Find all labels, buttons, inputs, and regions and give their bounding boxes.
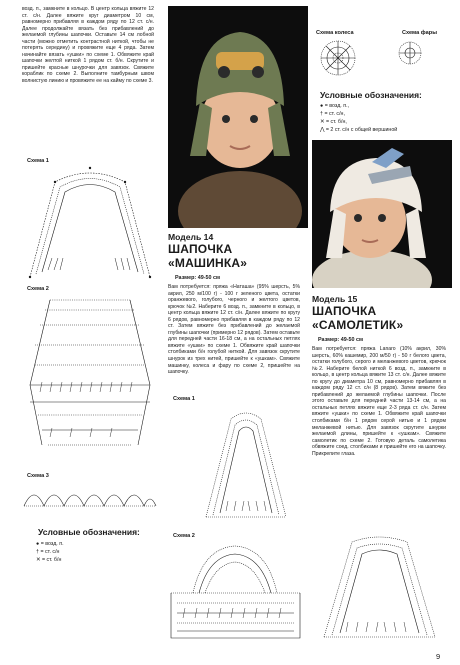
schema2-label-mid: Схема 2 (173, 533, 195, 539)
schema1-right-diagram (312, 532, 447, 642)
chain-stitch-icon: ● (36, 541, 40, 547)
model14-text: Вам потребуется: пряжа «Наташа» (95% шерсть, 5% акрил, 250 м/100 г) - 100 г зеленого цвета, остатки оранжевого, голубого, черного и желтого цветов, крючок №2. Наберите 6 возд. п., замкните в кольцо, в центр кольца вяжите 12 ст. с/н. Далее вяжите по кругу 6 рядов, равномерно прибавляя в каждом ряду по 12 ст. Затем вяжите без прибавлений до желаемой глубины шапочки (примерно 12 рядов). Затем оставьте для передней части 16-18 см, а на остальных петлях вяжите «ушки» по схеме 1. Обвяжите край шапочки столбиками б/н голубой ниткой. Для завязок скрутите шнурок из трех нитей, пришейте к «ушкам». Свяжите машинку, колеса и фару по схеме 2, пришейте на шапочку. (168, 284, 300, 376)
single-crochet-icon: ✕ (320, 119, 325, 125)
model15-title-line2: «САМОЛЕТИК» (312, 318, 404, 332)
schema1-label-left: Схема 1 (27, 158, 49, 164)
single-crochet-icon: ✕ (36, 557, 41, 563)
photo-model14-baby (168, 6, 308, 228)
model15-text: Вам потребуется: пряжа Lanaro (10% акрил, 30% шерсть, 60% кашемир, 200 м/50 г) - 50 г белого цвета, остатки голубого, серого и меланжевого цветов, крючок №2. Наберите белой ниткой 6 возд. п., замкните в кольцо, в центр кольца вяжите 13 ст. с/н. Далее вяжите по кругу до диаметра 10 см, равномерно прибавляя в каждом ряду 12 ст. с/н (8 рядов). Затем вяжите без прибавлений до желаемой глубины шапочки. После этого оставьте для передней части 13-14 см, а на остальных петлях вяжите еще 2-3 ряда ст. с/н. Затем вяжите «ушки» по схеме 1. Обвяжите край шапочки столбиками б/н 1 рядом серой нитью и 1 рядом меланжевой нитью. Для завязок скрутите шнурки желаемой длины, пришейте к «ушкам». Свяжите самолетик по схеме 2. Готовую деталь самолетика обвяжите соед. столбиками и пришейте его на шапочку. Прикрепите глаза. (312, 346, 446, 457)
chain-stitch-icon: ● (320, 103, 324, 109)
model15-size: Размер: 49-50 см (318, 337, 363, 343)
legend-left-item-dc: † = ст. с/н (36, 549, 60, 555)
schema3-left-diagram (20, 480, 160, 512)
page-number: 9 (436, 652, 441, 661)
schema1-mid-diagram (196, 405, 296, 523)
schema3-label-left: Схема 3 (27, 473, 49, 479)
schema1-label-mid: Схема 1 (173, 396, 195, 402)
model14-title-line1: ШАПОЧКА (168, 242, 233, 256)
double-crochet-icon: † (36, 549, 39, 555)
model14-size: Размер: 49-50 см (175, 275, 220, 281)
cluster-stitch-icon: ⋀ (320, 127, 325, 133)
schema-wheel-label: Схема колеса (316, 30, 354, 36)
intro-text: возд. п., замкните в кольцо. В центр кольца вяжите 12 ст. с/н. Далее вяжите круг диаметром 10 см, равномерно прибавляя в каждом ряду по 12 ст. с/н. Далее продолжайте вязать без прибавлений до желаемой глубины шапочки. Оставьте 14 см лобной части (можно отметить контрастной ниткой, чтобы не потерять середину) и провяжите еще 4 ряда. Затем начинайте вязать «ушки» по схеме 1. Обвяжите край шапочки желтой ниткой 1 рядом ст. б/н. Скрутите и пришейте красные шнурочки для завязок. Свяжите кораблик по схеме 2. Выполните тамбурным швом волнистую линию и провяжите ее на кайму по схеме 3. (22, 6, 154, 85)
schema2-mid-car-diagram (163, 538, 308, 653)
legend-right-item-sc: ✕ = ст. б/н, (320, 119, 347, 125)
legend-right-item-chain: ● = возд. п., (320, 103, 350, 109)
schema1-left-diagram (20, 162, 160, 282)
headlight-diagram (395, 38, 425, 68)
legend-right-item-cluster: ⋀ = 2 ст. с/н с общей вершиной (320, 127, 398, 133)
legend-left-item-sc: ✕ = ст. б/н (36, 557, 62, 563)
legend-right-item-dc: † = ст. с/н, (320, 111, 345, 117)
model14-number: Модель 14 (168, 232, 214, 242)
legend-left-item-chain: ● = возд. п. (36, 541, 64, 547)
legend-right-title: Условные обозначения: (320, 90, 422, 100)
schema2-label-left: Схема 2 (27, 286, 49, 292)
double-crochet-icon: † (320, 111, 323, 117)
model14-title-line2: «МАШИНКА» (168, 256, 248, 270)
schema-headlight-label: Схема фары (402, 30, 437, 36)
model15-number: Модель 15 (312, 294, 358, 304)
wheel-diagram (318, 38, 358, 78)
legend-left-title: Условные обозначения: (38, 527, 140, 537)
model15-title-line1: ШАПОЧКА (312, 304, 377, 318)
schema2-left-diagram (20, 290, 160, 460)
photo-model15-baby (312, 140, 452, 288)
